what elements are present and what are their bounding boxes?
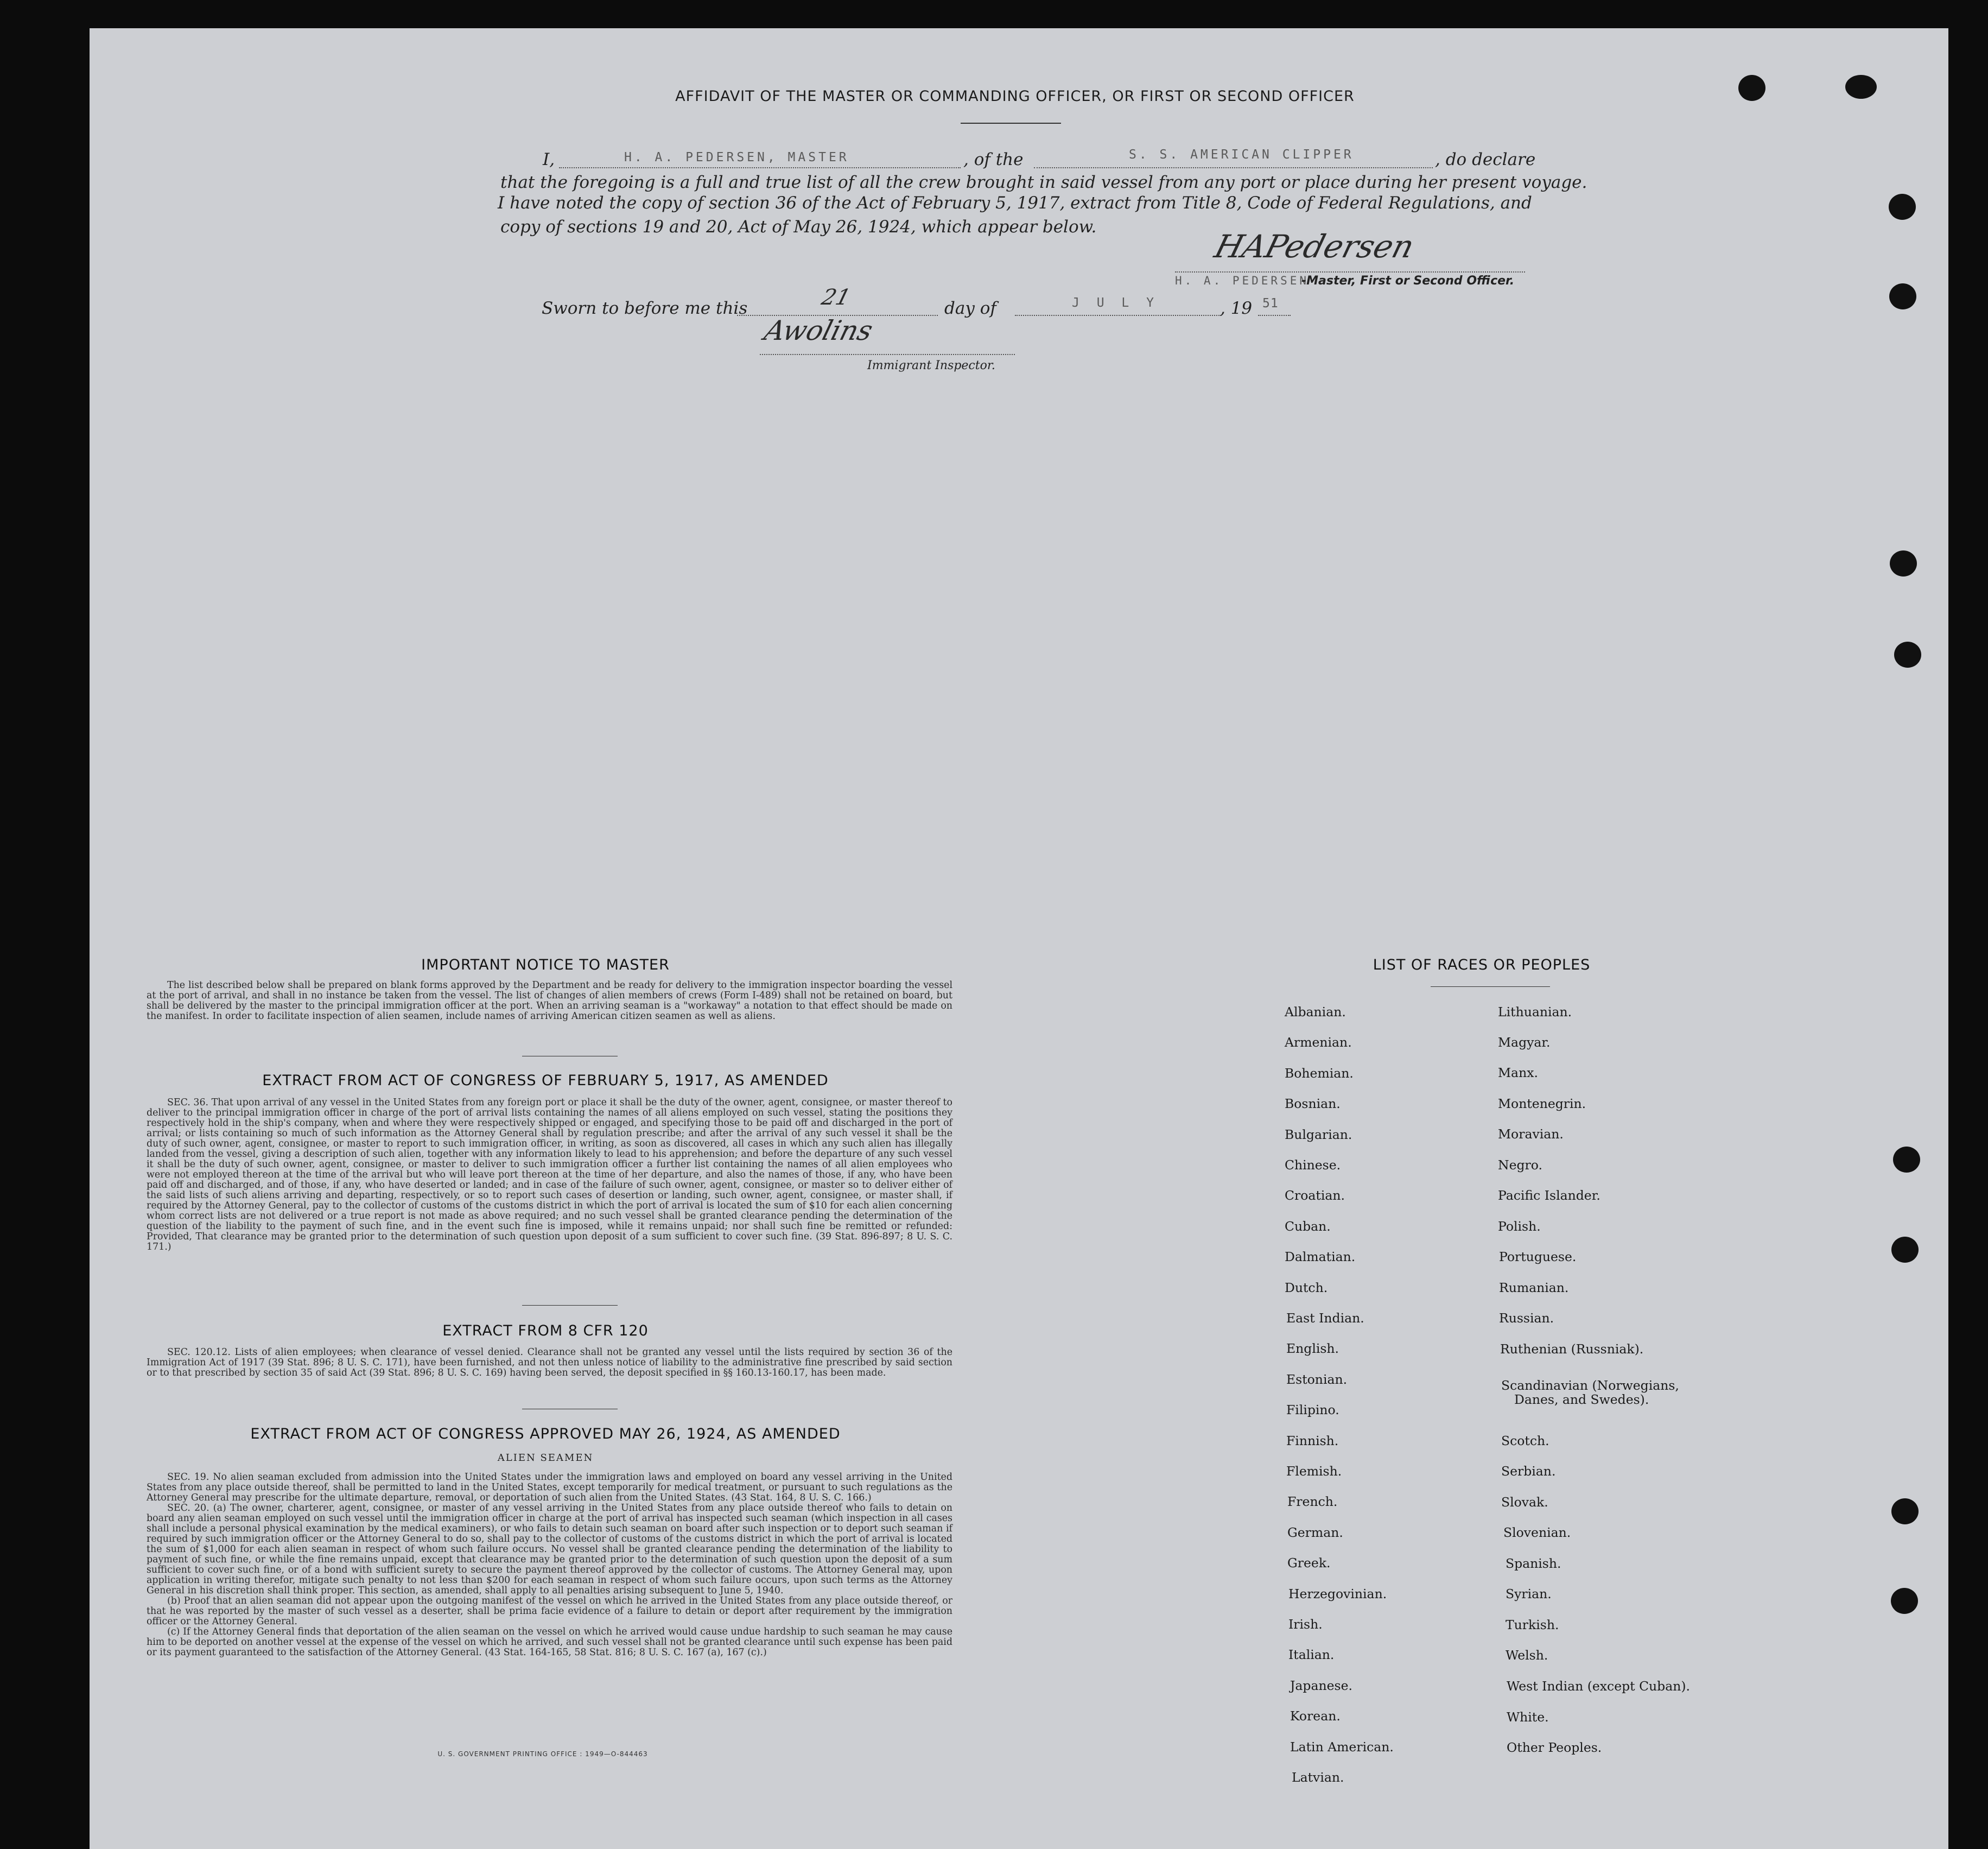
race-item: Turkish. [1506, 1617, 1559, 1632]
inspector-signature: Awolins [761, 315, 877, 346]
sworn-label: Sworn to before me this [542, 299, 748, 318]
printing-office-imprint: U. S. GOVERNMENT PRINTING OFFICE : 1949—O-844463 [437, 1750, 648, 1758]
race-item: Russian. [1499, 1310, 1554, 1326]
day-of-label: day of [944, 299, 996, 318]
race-item: Slovenian. [1503, 1525, 1571, 1540]
year-line [1258, 315, 1291, 316]
race-item: Scandinavian (Norwegians, [1501, 1378, 1679, 1393]
race-item: French. [1287, 1494, 1338, 1510]
race-item: West Indian (except Cuban). [1507, 1679, 1691, 1694]
extract-1917-text [147, 1098, 952, 1252]
race-item: Lithuanian. [1498, 1004, 1572, 1020]
race-item: Armenian. [1285, 1035, 1352, 1050]
master-name-field: H. A. PEDERSEN, MASTER [624, 150, 849, 164]
punch-hole [1891, 1588, 1918, 1614]
race-item: Slovak. [1501, 1495, 1548, 1510]
race-item: Danes, and Swedes). [1514, 1392, 1649, 1407]
inspector-label: Immigrant Inspector. [867, 359, 995, 372]
extract-cfr-title: EXTRACT FROM 8 CFR 120 [442, 1322, 649, 1339]
race-item: Korean. [1290, 1708, 1341, 1724]
race-item: Ruthenian (Russniak). [1500, 1341, 1644, 1357]
extract-1924-subtitle: ALIEN SEAMEN [497, 1452, 594, 1464]
race-item: Estonian. [1286, 1371, 1348, 1387]
race-item: Welsh. [1506, 1648, 1548, 1663]
notice-title: IMPORTANT NOTICE TO MASTER [421, 957, 670, 973]
punch-hole [1889, 283, 1916, 309]
race-item: Finnish. [1286, 1433, 1339, 1448]
section-rule [522, 1305, 618, 1306]
master-name-line [559, 167, 961, 168]
signature-line [1175, 271, 1525, 273]
vessel-name-field: S. S. AMERICAN CLIPPER [1129, 148, 1354, 162]
race-item: Other Peoples. [1507, 1740, 1602, 1755]
race-item: Bulgarian. [1285, 1126, 1352, 1142]
race-item: Filipino. [1286, 1402, 1339, 1418]
race-item: Cuban. [1285, 1218, 1331, 1234]
sworn-day-field: 21 [818, 285, 854, 310]
punch-hole [1891, 1498, 1919, 1524]
vessel-name-line [1034, 167, 1433, 168]
sworn-month-field: J U L Y [1072, 296, 1159, 310]
race-item: Rumanian. [1499, 1280, 1569, 1295]
year-prefix-label: , 19 [1220, 299, 1253, 318]
races-title: LIST OF RACES OR PEOPLES [1373, 957, 1591, 973]
race-item: Spanish. [1506, 1556, 1561, 1571]
punch-hole [1889, 194, 1916, 220]
race-item: Flemish. [1286, 1464, 1342, 1479]
race-item: Italian. [1288, 1647, 1335, 1663]
race-item: White. [1507, 1709, 1549, 1725]
race-item: Scotch. [1501, 1433, 1549, 1448]
race-item: Chinese. [1285, 1157, 1341, 1173]
do-declare-label: , do declare [1435, 150, 1536, 169]
race-item: Latin American. [1290, 1739, 1394, 1755]
punch-hole [1738, 75, 1765, 101]
race-item: English. [1286, 1341, 1339, 1357]
race-item: Manx. [1498, 1065, 1538, 1080]
race-item: Herzegovinian. [1288, 1586, 1387, 1601]
sworn-month-line [1015, 315, 1221, 316]
race-item: Negro. [1498, 1157, 1542, 1173]
race-item: Pacific Islander. [1498, 1188, 1600, 1203]
affidavit-line-3: I have noted the copy of section 36 of the Act of February 5, 1917, extract from Title 8, Code of Federal Regulations, and [498, 193, 1532, 213]
punch-hole [1890, 550, 1917, 577]
race-item: Dalmatian. [1285, 1249, 1356, 1265]
of-the-label: , of the [963, 150, 1024, 169]
race-item: Irish. [1288, 1617, 1323, 1632]
inspector-line [760, 354, 1015, 355]
race-item: East Indian. [1286, 1310, 1364, 1326]
race-item: Greek. [1287, 1555, 1331, 1571]
affidavit-title: AFFIDAVIT OF THE MASTER OR COMMANDING OFFICER, OR FIRST OR SECOND OFFICER [675, 88, 1355, 105]
race-item: Bohemian. [1285, 1065, 1354, 1081]
sworn-year-field: 51 [1262, 296, 1279, 311]
affidavit-line-2: that the foregoing is a full and true list of all the crew brought in said vessel from any port or place during her present voyage. [500, 173, 1587, 192]
extract-1924-paragraph: SEC. 20. (a) The owner, charterer, agent, consignee, or master of any vessel arriving in the United States from any place outside thereof who fails to detain on board any alien seaman employed on such vessel until the immigration officer in charge at the port of arrival has inspected such seaman (which inspection in all cases shall include a personal physical examination by the medical examiners), or who fails to detain such seaman on board after such inspection or to deport such seaman if required by such immigration officer or the Attorney General to do so, shall pay to the collector of customs of the customs district in which the port of arrival is located the sum of $1,000 for each alien seaman in respect of whom such failure occurs. No vessel shall be granted clearance pending the determination of the liability to payment of such fine, or while the fine remains unpaid, except that clearance may be granted prior to the determination of such question upon the deposit of a sum sufficient to cover such fine, or of a bond with sufficient surety to secure the payment thereof approved by the collector of customs. The Attorney General may, upon application in writing therefor, mitigate such penalty to not less than $200 for each seaman in respect of whom such failure occurs, upon such terms as the Attorney General in his discretion shall think proper. This section, as amended, shall apply to all penalties arising subsequent to June 5, 1940. [147, 1503, 952, 1596]
race-item: Bosnian. [1285, 1096, 1341, 1112]
extract-1924-paragraph: (b) Proof that an alien seaman did not appear upon the outgoing manifest of the vessel on which he arrived in the United States from any place outside thereof, or that he was reported by the master of such vessel as a deserter, shall be prima facie evidence of a failure to detain or deport after requirement by the immigration officer or the Attorney General. [147, 1595, 952, 1627]
punch-hole [1893, 1147, 1920, 1173]
race-item: Dutch. [1285, 1280, 1328, 1295]
affidavit-i-label: I, [543, 150, 555, 169]
race-item: Latvian. [1292, 1770, 1344, 1785]
extract-1924-text [147, 1472, 952, 1658]
extract-1924-paragraph: (c) If the Attorney General finds that deportation of the alien seaman on the vessel on which he arrived would cause undue hardship to such seaman he may cause him to be deported on another vessel at the expense of the vessel on which he arrived, and such vessel shall not be granted clearance until such expense has been paid or its payment guaranteed to the satisfaction of the Attorney General. (43 Stat. 164-165, 58 Stat. 816; 8 U. S. C. 167 (a), 167 (c).) [147, 1626, 952, 1658]
affidavit-line-4: copy of sections 19 and 20, Act of May 26, 1924, which appear below. [500, 217, 1097, 237]
race-item: Moravian. [1498, 1126, 1564, 1142]
extract-1924-title: EXTRACT FROM ACT OF CONGRESS APPROVED MAY 26, 1924, AS AMENDED [250, 1426, 841, 1442]
race-item: Montenegrin. [1498, 1096, 1586, 1111]
signer-role-label: -Master, First or Second Officer. [1301, 274, 1515, 288]
signer-typed-name: H. A. PEDERSEN [1175, 274, 1310, 287]
race-item: Serbian. [1501, 1464, 1556, 1479]
punch-hole [1891, 1237, 1919, 1263]
master-signature: HAPedersen [1210, 228, 1418, 265]
punch-hole [1845, 75, 1877, 99]
races-title-rule [1431, 986, 1550, 987]
race-item: Portuguese. [1499, 1249, 1577, 1264]
extract-1917-title: EXTRACT FROM ACT OF CONGRESS OF FEBRUARY 5, 1917, AS AMENDED [262, 1072, 829, 1089]
race-item: German. [1287, 1524, 1343, 1540]
extract-1917-paragraph: SEC. 36. That upon arrival of any vessel in the United States from any foreign port or place it shall be the duty of the owner, agent, consignee, or master thereof to deliver to the principal immigration officer in charge of the port of arrival lists containing the names of all aliens employed on such vessel, stating the positions they respectively hold in the ship's company, when and where they were respectively shipped or engaged, and specifying those to be paid off and discharged in the port of arrival; or lists containing so much of such information as the Attorney General shall by regulation prescribe; and after the arrival of any such vessel it shall be the duty of such owner, agent, consignee, or master to report to such immigration officer, in writing, as soon as discovered, all cases in which any such alien has illegally landed from the vessel, giving a description of such alien, together with any information likely to lead to his apprehension; and before the departure of any such vessel it shall be the duty of such owner, agent, consignee, or master to deliver to such immigration officer a further list containing the names of all alien employees who were not employed thereon at the time of the arrival but who will leave port thereon at the time of her departure, and also the names of those, if any, who have been paid off and discharged, and of those, if any, who have deserted or landed; and in case of the failure of such owner, agent, consignee, or master so to deliver either of the said lists of such aliens arriving and departing, respectively, or so to report such cases of desertion or landing, such owner, agent, consignee, or master shall, if required by the Attorney General, pay to the collector of customs of the customs district in which the port of arrival is located the sum of $10 for each alien concerning whom correct lists are not delivered or a true report is not made as above required; and no such vessel shall be granted clearance pending the determination of the question of the liability to the payment of such fine, and in the event such fine is imposed, while it remains unpaid; nor shall such fine be remitted or refunded: Provided, That clearance may be granted prior to the determination of such question upon deposit of a sum sufficient to cover such fine. (39 Stat. 896-897; 8 U. S. C. 171.) [147, 1097, 952, 1252]
notice-paragraph: The list described below shall be prepared on blank forms approved by the Department and be ready for delivery to the immigration inspector boarding the vessel at the port of arrival, and shall in no instance be taken from the vessel. The list of changes of alien members of crews (Form I-489) shall not be retained on board, but shall be delivered by the master to the principal immigration officer at the port. When an arriving seaman is a "workaway" a notation to that effect should be made on the manifest. In order to facilitate inspection of alien seamen, include names of arriving American citizen seamen as well as aliens. [147, 980, 952, 1022]
extract-1924-paragraph: SEC. 19. No alien seaman excluded from admission into the United States under the immigration laws and employed on board any vessel arriving in the United States from any place outside thereof, shall be permitted to land in the United States, except temporarily for medical treatment, or pursuant to such regulations as the Attorney General may prescribe for the ultimate departure, removal, or deportation of such alien from the United States. (43 Stat. 164, 8 U. S. C. 166.) [147, 1472, 952, 1503]
extract-cfr-paragraph: SEC. 120.12. Lists of alien employees; when clearance of vessel denied. Clearance shall not be granted any vessel until the lists required by section 36 of the Immigration Act of 1917 (39 Stat. 896; 8 U. S. C. 171), have been furnished, and not then unless notice of liability to the administrative fine prescribed by said section or to that prescribed by section 35 of said Act (39 Stat. 896; 8 U. S. C. 169) having been served, the deposit specified in §§ 160.13-160.17, has been made. [147, 1347, 952, 1378]
notice-text [147, 980, 952, 1022]
extract-cfr-text [147, 1347, 952, 1378]
race-item: Albanian. [1285, 1004, 1346, 1020]
title-rule [961, 123, 1061, 124]
race-item: Syrian. [1506, 1586, 1552, 1601]
punch-hole [1894, 642, 1921, 668]
race-item: Magyar. [1498, 1035, 1551, 1050]
race-item: Polish. [1498, 1219, 1541, 1234]
race-item: Japanese. [1290, 1677, 1352, 1693]
race-item: Croatian. [1285, 1188, 1345, 1204]
